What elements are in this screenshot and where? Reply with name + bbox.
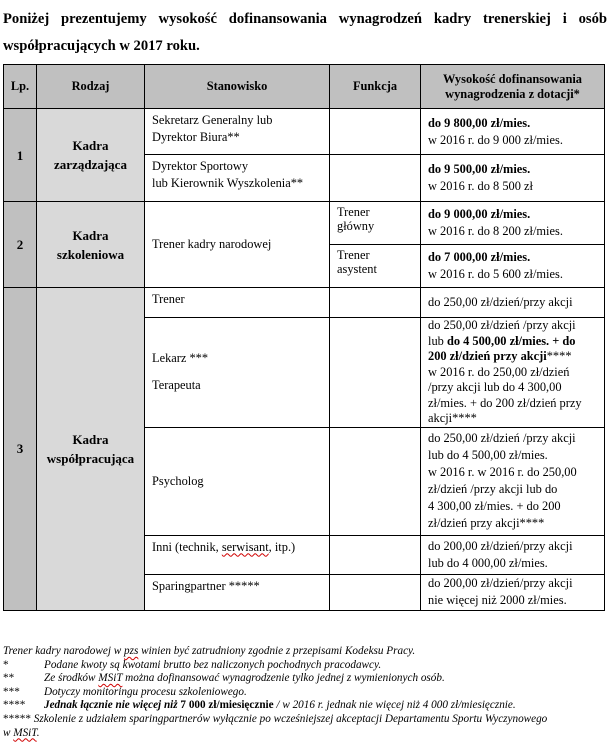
footnote-intro — [3, 645, 607, 659]
amount-line: zł/dzień przy akcji**** — [428, 516, 545, 530]
amount-line: do 250,00 zł/dzień /przy akcji — [428, 431, 576, 445]
stanowisko-line1: Dyrektor Sportowy — [152, 159, 249, 173]
footnote-text: winien być zatrudniony zgodnie z przepisami Kodeksu Pracy. — [138, 645, 416, 657]
funkcja-line2: główny — [337, 219, 375, 233]
stanowisko-text: , itp.) — [268, 539, 296, 554]
amount-cell — [421, 535, 605, 574]
funkcja-line2: asystent — [337, 262, 377, 276]
stanowisko-cell — [145, 318, 330, 428]
footnote-text: . — [36, 726, 40, 739]
footnote-item — [3, 672, 607, 686]
funkcja-cell — [330, 202, 421, 245]
footnote-bold-text: Jednak łącznie nie więcej niż — [44, 699, 181, 712]
footnotes — [3, 645, 607, 740]
document-heading — [3, 6, 607, 60]
amount-2017: do 9 000,00 zł/mies. — [428, 207, 531, 221]
funkcja-cell — [330, 245, 421, 288]
stanowisko-line1: Lekarz *** — [152, 351, 209, 366]
amount-line: do 250,00 zł/dzień /przy akcji — [428, 318, 576, 332]
header-lp: Lp. — [4, 65, 37, 109]
amount-cell: do 250,00 zł/dzień/przy akcji — [421, 288, 605, 318]
amount-cell — [421, 155, 605, 202]
header-rodzaj: Rodzaj — [37, 65, 145, 109]
funkcja-line1: Trener — [337, 205, 370, 219]
table-row — [4, 202, 605, 245]
rodzaj-line2: szkoleniowa — [56, 246, 125, 262]
amount-footnote-mark: **** — [546, 349, 572, 363]
footnote-marker: ** — [3, 672, 15, 685]
amount-line-bold: 200 zł/dzień przy akcji — [428, 349, 547, 363]
footnote-marker: ***** — [3, 712, 31, 725]
amount-2016: w 2016 r. do 8 200 zł/mies. — [428, 224, 563, 238]
footnote-continuation — [3, 727, 607, 741]
funkcja-cell — [330, 574, 421, 610]
rodzaj-cell — [37, 202, 145, 288]
stanowisko-line2: Dyrektor Biura** — [152, 130, 240, 144]
amount-2017: do 9 800,00 zł/mies. — [428, 115, 531, 130]
amount-line-bold: do 4 500,00 zł/mies. + do — [446, 333, 576, 348]
stanowisko-cell: Sparingpartner ***** — [145, 574, 330, 610]
lp-cell: 2 — [4, 202, 37, 288]
funkcja-cell — [330, 109, 421, 155]
rodzaj-cell — [37, 288, 145, 611]
funkcja-cell — [330, 155, 421, 202]
amount-line: akcji**** — [428, 411, 477, 425]
heading-line-2: współpracujących w 2017 roku. — [3, 38, 200, 54]
amount-cell — [421, 202, 605, 245]
rodzaj-line1: Kadra — [72, 431, 109, 447]
table-row — [4, 109, 605, 155]
header-wysokosc-line1: Wysokość dofinansowania — [443, 71, 582, 86]
footnote-text: Podane kwoty są kwotami brutto bez naliczonych pochodnych pracodawcy. — [44, 658, 382, 671]
footnote-text: w — [3, 726, 14, 739]
footnote-text: / w 2016 r. jednak nie więcej niż 4 000 zł/miesięcznie. — [273, 699, 516, 712]
amount-cell — [421, 109, 605, 155]
header-wysokosc — [421, 65, 605, 109]
rodzaj-line1: Kadra — [72, 138, 109, 153]
amount-line: lub do 4 500,00 zł/mies. — [428, 448, 548, 462]
footnote-item — [3, 686, 607, 700]
footnote-text: Trener kadry narodowej w — [3, 645, 124, 657]
amount-line: /przy akcji lub do 4 300,00 — [428, 380, 562, 394]
funkcja-cell — [330, 427, 421, 535]
footnote-text: można dofinansować wynagrodzenie tylko jednej z wymienionych osób. — [122, 672, 445, 685]
rodzaj-line1: Kadra — [72, 227, 109, 243]
spellcheck-word: serwisant — [221, 539, 269, 554]
amount-cell — [421, 574, 605, 610]
amount-line: do 200,00 zł/dzień/przy akcji — [428, 538, 573, 553]
funkcja-cell — [330, 318, 421, 428]
footnote-item — [3, 713, 607, 727]
amount-cell — [421, 245, 605, 288]
stanowisko-cell — [145, 109, 330, 155]
amount-line: do 200,00 zł/dzień/przy akcji — [428, 576, 573, 590]
amount-2016: w 2016 r. do 8 500 zł — [428, 179, 533, 193]
amount-line: nie więcej niż 2000 zł/mies. — [428, 593, 567, 607]
footnote-marker: *** — [3, 685, 20, 698]
stanowisko-cell: Psycholog — [145, 427, 330, 535]
table-header-row — [4, 65, 605, 109]
table-row — [4, 288, 605, 318]
amount-2017: do 7 000,00 zł/mies. — [428, 250, 531, 264]
spellcheck-word: pzs — [124, 645, 139, 657]
lp-cell: 1 — [4, 109, 37, 202]
amount-line: w 2016 r. do 250,00 zł/dzień — [428, 364, 570, 379]
header-funkcja: Funkcja — [330, 65, 421, 109]
footnote-item — [3, 699, 607, 713]
footnote-text: Dotyczy monitoringu procesu szkoleniowego. — [44, 685, 247, 698]
stanowisko-cell: Trener — [145, 288, 330, 318]
stanowisko-line1: Sekretarz Generalny lub — [152, 113, 273, 127]
spellcheck-word: MSiT — [98, 672, 123, 685]
amount-2016: w 2016 r. do 5 600 zł/mies. — [428, 267, 563, 281]
stanowisko-cell: Trener kadry narodowej — [145, 202, 330, 288]
rodzaj-line2: współpracująca — [46, 450, 135, 466]
stanowisko-text: Inni (technik, — [152, 539, 222, 554]
funding-table — [3, 64, 605, 611]
footnote-marker: * — [3, 658, 9, 671]
header-stanowisko: Stanowisko — [145, 65, 330, 109]
stanowisko-cell — [145, 155, 330, 202]
rodzaj-line2: zarządzająca — [54, 157, 127, 172]
funkcja-line1: Trener — [337, 248, 370, 262]
amount-line: lub do 4 000,00 zł/mies. — [428, 555, 548, 570]
header-wysokosc-line2: wynagrodzenia z dotacji* — [445, 86, 580, 101]
funkcja-cell — [330, 535, 421, 574]
amount-line: zł/dzień /przy akcji lub do — [428, 482, 558, 496]
amount-2016: w 2016 r. do 9 000 zł/mies. — [428, 132, 563, 147]
heading-line-1: Poniżej prezentujemy wysokość dofinansowania wynagrodzeń kadry trenerskiej i osób — [3, 11, 607, 27]
footnote-text: Szkolenie z udziałem sparingpartnerów wyłącznie po wcześniejszej akceptacji Departamentu Sportu Wyczynowego — [33, 712, 548, 725]
footnote-item — [3, 659, 607, 673]
amount-line: lub — [428, 333, 447, 348]
amount-cell — [421, 427, 605, 535]
spellcheck-word: MSiT — [13, 726, 37, 739]
stanowisko-line2: Terapeuta — [152, 378, 201, 393]
footnote-bold-amount: 7 000 zł/miesięcznie — [180, 699, 274, 712]
amount-line: 4 300,00 zł/mies. + do 200 — [428, 499, 561, 513]
footnote-marker: **** — [3, 699, 26, 712]
stanowisko-cell — [145, 535, 330, 574]
funkcja-cell — [330, 288, 421, 318]
amount-line: w 2016 r. w 2016 r. do 250,00 — [428, 465, 577, 479]
amount-2017: do 9 500,00 zł/mies. — [428, 162, 531, 176]
lp-cell: 3 — [4, 288, 37, 611]
amount-line: zł/mies. + do 200 zł/dzień przy — [428, 395, 582, 410]
amount-cell — [421, 318, 605, 428]
footnote-text: Ze środków — [44, 672, 99, 685]
stanowisko-line2: lub Kierownik Wyszkolenia** — [152, 176, 304, 190]
rodzaj-cell — [37, 109, 145, 202]
